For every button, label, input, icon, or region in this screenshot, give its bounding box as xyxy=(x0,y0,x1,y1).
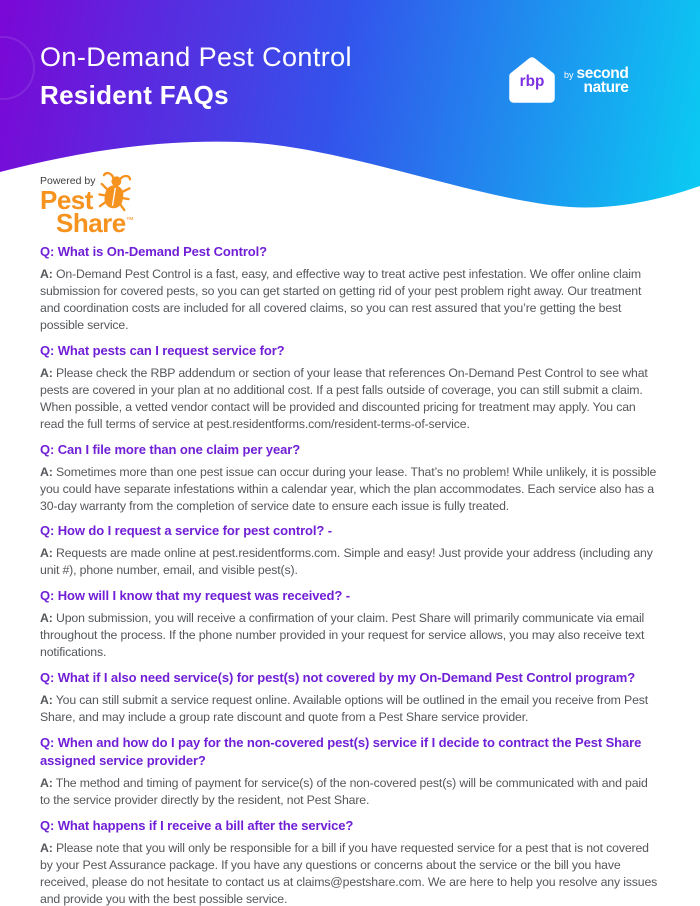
answer-text: Please check the RBP addendum or section of your lease that references On-Demand Pest Control to see what pests are covered in your plan at no additional cost. If a pest falls outside of coverage, you can still submit a claim. When possible, a vetted vendor contact will be provided and discounted pricing for treatment may apply. You can read the full terms of service at pest.residentforms.com/resident-terms-of-service. xyxy=(40,365,648,431)
answer-label: A: xyxy=(40,546,53,561)
answer-label: A: xyxy=(40,775,53,790)
answer-label: A: xyxy=(40,840,53,855)
faq-item xyxy=(40,441,660,515)
faq-answer xyxy=(40,266,660,334)
answer-label: A: xyxy=(40,266,53,281)
hero-header xyxy=(0,0,700,238)
faq-question: Q: How will I know that my request was received? - xyxy=(40,588,350,604)
answer-text: Sometimes more than one pest issue can occur during your lease. That’s no problem! While unlikely, it is possible you could have separate infestations within a calendar year, which the plan accommodates. Each service also has a 30-day warranty from the completion of service date to ensure each issue is fully treated. xyxy=(40,464,657,513)
answer-text: Upon submission, you will receive a confirmation of your claim. Pest Share will primarily communicate via email throughout the process. If the phone number provided in your request for service allows, you may also receive text notifications. xyxy=(40,611,645,660)
second-nature-wordmark xyxy=(577,67,629,94)
faq-question: Q: Can I file more than one claim per year? xyxy=(40,441,301,457)
faq-question: Q: What if I also need service(s) for pest(s) not covered by my On-Demand Pest Control program? xyxy=(40,670,636,686)
faq-item xyxy=(40,587,660,661)
faq-answer xyxy=(40,692,660,726)
answer-label: A: xyxy=(40,693,53,708)
rbp-logo xyxy=(506,51,558,109)
faq-question: Q: What happens if I receive a bill after the service? xyxy=(40,817,354,833)
pestshare-brand-top: Pest xyxy=(40,185,93,215)
faq-answer xyxy=(40,610,660,661)
faq-question: Q: When and how do I pay for the non-covered pest(s) service if I decide to contract the Pest Share assigned service provider? xyxy=(40,735,642,768)
faq-item xyxy=(40,669,660,726)
answer-text: You can still submit a service request online. Available options will be outlined in the email you receive from Pest Share, and may include a group rate discount and quote from a Pest Share service provider. xyxy=(40,693,649,725)
faq-question: Q: How do I request a service for pest control? - xyxy=(40,523,332,539)
faq-item xyxy=(40,342,660,433)
byline-line2: nature xyxy=(583,78,629,96)
answer-label: A: xyxy=(40,611,53,626)
powered-by-label: Powered by xyxy=(40,175,96,187)
trademark-symbol: ™ xyxy=(125,215,134,225)
faq-answer xyxy=(40,775,660,809)
faq-answer xyxy=(40,464,660,515)
answer-label: A: xyxy=(40,365,53,380)
faq-item xyxy=(40,734,660,809)
faq-answer xyxy=(40,545,660,579)
faq-item xyxy=(40,522,660,579)
rbp-label: rbp xyxy=(519,73,545,91)
page-title: On-Demand Pest Control xyxy=(40,42,352,72)
byline-by: by xyxy=(564,70,574,80)
pestshare-brand-bottom-text: Share xyxy=(56,208,126,238)
faq-answer xyxy=(40,365,660,433)
second-nature-logo xyxy=(564,67,629,94)
answer-label: A: xyxy=(40,464,53,479)
faq-item xyxy=(40,243,660,334)
pestshare-logo xyxy=(40,170,190,245)
answer-text: On-Demand Pest Control is a fast, easy, and effective way to treat active pest infestation. We offer online claim submission for covered pests, so you can get started on getting rid of your pest problem right away. Our treatment and coordination costs are included for all covered claims, so you can rest assured that you’re getting the best possible service. xyxy=(40,266,642,332)
page-subtitle: Resident FAQs xyxy=(40,80,229,110)
answer-text: The method and timing of payment for service(s) of the non-covered pest(s) will be communicated with and paid to the service provider directly by the resident, not Pest Share. xyxy=(40,775,648,807)
answer-text: Please note that you will only be responsible for a bill if you have requested service for a pest that is not covered by your Pest Assurance package. If you have any questions or concerns about the service or the bill you have received, please do not hesitate to contact us at claims@pestshare.com. We are here to help you resolve any issues and provide you with the best possible service. xyxy=(40,840,658,906)
faq-answer xyxy=(40,840,660,906)
byline-line1: second xyxy=(576,65,629,82)
faq-question: Q: What pests can I request service for? xyxy=(40,342,285,358)
bug-icon xyxy=(96,168,135,217)
faq-list xyxy=(40,243,660,906)
answer-text: Requests are made online at pest.residentforms.com. Simple and easy! Just provide your address (including any unit #), phone number, email, and visible pest(s). xyxy=(40,546,653,578)
faq-item xyxy=(40,817,660,906)
faq-question: Q: What is On-Demand Pest Control? xyxy=(40,244,267,259)
